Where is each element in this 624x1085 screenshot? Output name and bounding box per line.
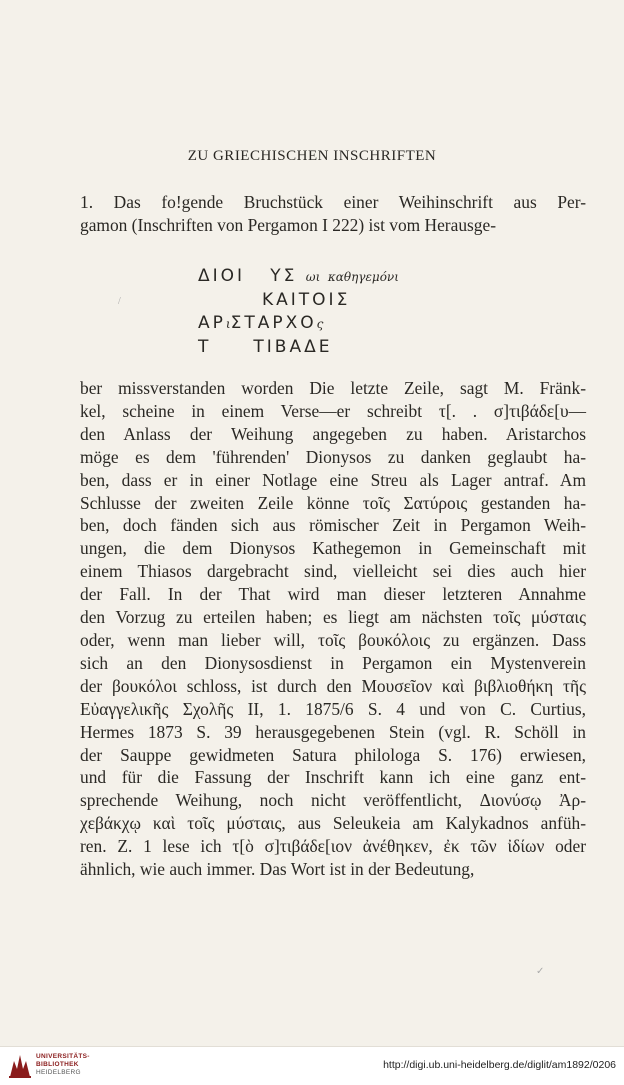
text-line: möge es dem 'führenden' Dionysos zu danken geglaubt ha- xyxy=(80,446,586,467)
library-name-line: UNIVERSITÄTS- xyxy=(36,1053,90,1060)
inscription-line-4: Τ ΤΙΒΑΔΕ xyxy=(198,337,333,357)
text-line: den Anlass der Weihung angegeben zu haben. Aristarchos xyxy=(80,423,586,444)
text-line: 1. Das fo!gende Bruchstück einer Weihinschrift aus Per- xyxy=(80,192,586,212)
source-url-link[interactable]: http://digi.ub.uni-heidelberg.de/diglit/am1892/0206 xyxy=(383,1059,616,1071)
text-line: Hermes 1873 S. 39 herausgegebenen Stein (vgl. R. Schöll in xyxy=(80,721,586,742)
inscription-line-2: ΚΑΙΤΟΙΣ xyxy=(262,290,351,310)
text-line: Εὐαγγελικῆς Σχολῆς II, 1. 1875/6 S. 4 und von C. Curtius, xyxy=(80,698,586,719)
scan-mark: ✓ xyxy=(536,966,545,977)
text-line: oder, wenn man lieber will, τοῖς βουκόλοις zu ergänzen. Dass xyxy=(80,629,586,650)
text-line: sprechende Weihung, noch nicht veröffentlicht, Διονύσῳ Ἀρ- xyxy=(80,790,586,811)
inscription-caps: ΔΙΟΙ ΥΣ xyxy=(198,266,306,286)
paragraph-commentary xyxy=(80,377,586,881)
inscription-minuscule: ωι καθηγεμόνι xyxy=(305,270,399,284)
library-name xyxy=(36,1053,90,1077)
inscription-line-1 xyxy=(198,266,399,286)
text-line: der Sauppe gewidmeten Satura philologa S. 176) erwiesen, xyxy=(80,744,586,765)
university-library-logo-icon xyxy=(8,1051,32,1079)
text-line: ber missverstanden worden Die letzte Zeile, sagt M. Fränk- xyxy=(80,378,586,398)
paragraph-intro xyxy=(80,191,586,237)
text-line: gamon (Inschriften von Pergamon I 222) ist vom Herausge- xyxy=(80,214,496,235)
inscription-minuscule: ς xyxy=(316,317,324,331)
text-line: Schlusse der zweiten Zeile könne τοῖς Σατύροις gestanden ha- xyxy=(80,492,586,513)
library-name-line: HEIDELBERG xyxy=(36,1069,81,1076)
text-line: ähnlich, wie auch immer. Das Wort ist in der Bedeutung, xyxy=(80,859,475,880)
text-line: ben, doch fänden sich aus römischer Zeit in Pergamon Weih- xyxy=(80,515,586,536)
library-name-line: BIBLIOTHEK xyxy=(36,1061,79,1068)
page-heading: ZU GRIECHISCHEN INSCHRIFTEN xyxy=(187,148,437,164)
footer-bar xyxy=(0,1046,624,1085)
text-line: ben, dass er in einer Notlage eine Streu als Lager antraf. Am xyxy=(80,469,586,490)
text-line: ungen, die dem Dionysos Kathegemon in Gemeinschaft mit xyxy=(80,538,586,559)
text-line: und für die Fassung der Inschrift kann ich eine ganz ent- xyxy=(80,767,586,788)
inscription-line-3 xyxy=(198,313,323,333)
inscription-caps: ΑΡ xyxy=(198,313,226,333)
text-line: ren. Z. 1 lese ich τ[ὸ σ]τιβάδε[ιον ἀνέθηκεν, ἐκ τῶν ἰδίων oder xyxy=(80,836,586,857)
text-line: kel, scheine in einem Verse—er schreibt τ[. . σ]τιβάδε[υ— xyxy=(80,400,586,421)
text-line: der βουκόλοι schloss, ist durch den Μουσεῖον καὶ βιβλιοθήκη τῆς xyxy=(80,675,586,696)
inscription-caps: ΣΤΑΡΧΟ xyxy=(230,313,317,333)
text-line: einem Thiasos dargebracht sind, vielleicht sei dies auch hier xyxy=(80,561,586,582)
text-line: sich an den Dionysosdienst in Pergamon ein Mystenverein xyxy=(80,652,586,673)
inscription-minuscule: ι xyxy=(225,317,231,331)
text-line: χεβάκχῳ καὶ τοῖς μύσταις, aus Seleukeia am Kalykadnos anfüh- xyxy=(80,813,586,834)
text-line: der Fall. In der That wird man dieser letzteren Annahme xyxy=(80,584,586,605)
scan-mark: / xyxy=(118,296,121,307)
text-line: den Vorzug zu erteilen haben; es liegt am nächsten τοῖς μύσταις xyxy=(80,607,586,628)
